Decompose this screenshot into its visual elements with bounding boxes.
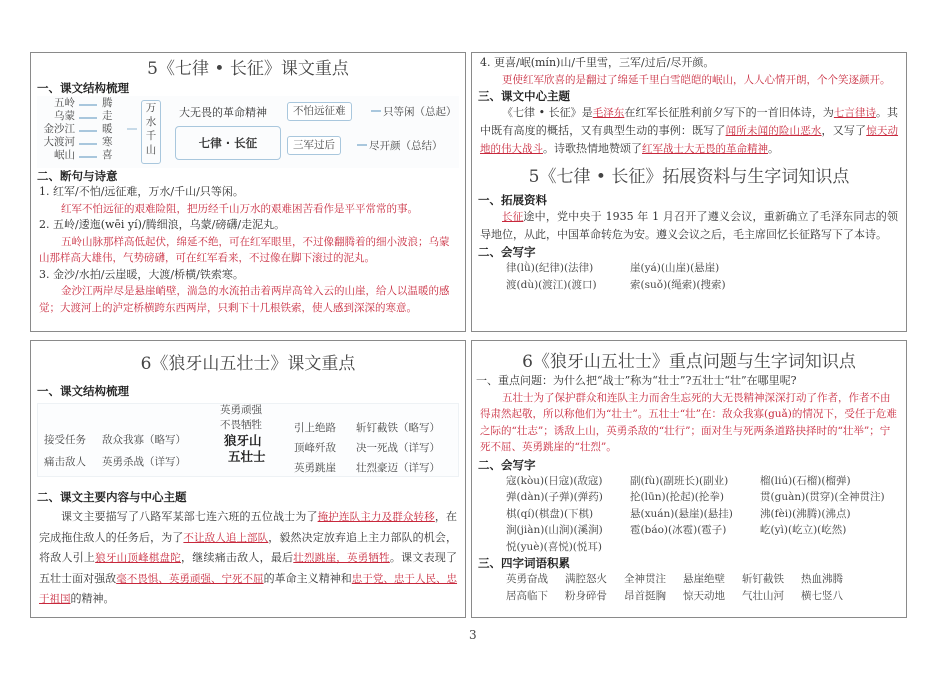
text: 的精神。 — [70, 592, 115, 605]
diagram-text: 决一死战（详写） — [356, 442, 440, 454]
idiom: 斩钉截铁 — [742, 573, 784, 585]
panel-langyashan-key-points — [30, 340, 466, 618]
page-number: 3 — [469, 628, 477, 642]
diagram-text: 接受任务 — [44, 434, 86, 446]
text: 《七律 • 长征》是 — [502, 106, 593, 119]
diagram-place: 金沙江 — [43, 123, 75, 135]
diagram-text: 只等闲（总起） — [383, 106, 457, 118]
poem-meaning: 金沙江两岸尽是悬崖峭壁，湍急的水流拍击着两岸高耸入云的山崖，给人以温暖的感觉；大渡河上的泸定桥横跨东西两岸，只剩下十几根铁索，使人感到深深的寒意。 — [39, 285, 450, 314]
key-phrase: 忠于党、忠于人民、忠于祖国 — [39, 572, 458, 605]
char-item: 寇(kòu)(日寇)(敌寇) — [506, 474, 603, 487]
idiom-row — [506, 588, 906, 605]
section-heading-content: 二、课文主要内容与中心主题 — [37, 490, 187, 504]
char-item: 贯(guàn)(贯穿)(全神贯注) — [760, 491, 885, 503]
panel-qilv-changzheng-continued — [471, 52, 907, 332]
idiom: 粉身碎骨 — [565, 590, 607, 602]
poem-line: 1. 红军/不怕/远征难，万水/千山/只等闲。 — [39, 185, 244, 198]
idiom-row — [506, 571, 906, 588]
poem-line: 3. 金沙/水拍/云崖暖，大渡/桥横/铁索寒。 — [39, 267, 244, 281]
section-heading-extension: 一、拓展资料 — [478, 193, 547, 207]
diagram-center: 五壮士 — [228, 449, 266, 464]
char-item: 渡(dù)(渡江)(渡口) — [506, 278, 597, 291]
section-heading-structure: 一、课文结构梳理 — [37, 81, 129, 95]
diagram-verb: 喜 — [102, 149, 113, 161]
diagram-place: 岷山 — [54, 149, 75, 161]
section-heading-write-chars: 二、会写字 — [478, 457, 536, 472]
idiom: 热血沸腾 — [801, 573, 843, 585]
section-heading-structure: 一、课文结构梳理 — [37, 384, 129, 398]
key-question: 一、重点问题：为什么把“战士”称为“壮士”?五壮士“壮”在哪里呢? — [476, 374, 797, 387]
text: 的革命主义精神和 — [263, 571, 352, 585]
idiom: 悬崖绝壁 — [683, 573, 725, 585]
text: 。诗歌热情地赞颂了 — [543, 142, 642, 155]
diagram-verb: 走 — [102, 110, 113, 122]
diagram-verb: 腾 — [102, 97, 113, 109]
diagram-text: 斩钉截铁（略写） — [356, 422, 440, 434]
spirit-label: 大无畏的革命精神 — [179, 106, 267, 119]
text: ，在完成拖住敌人的任务后，为了 — [39, 510, 458, 544]
char-row — [506, 522, 906, 539]
idiom: 惊天动地 — [683, 590, 725, 602]
char-item: 索(suǒ)(绳索)(搜索) — [630, 278, 726, 291]
key-phrase: 不让敌人追上部队 — [183, 531, 269, 544]
char-row — [506, 260, 906, 277]
diagram-text: 英勇跳崖 — [294, 462, 336, 474]
poem-meaning: 更使红军欣喜的是翻过了绵延千里白雪皑皑的岷山，人人心情开朗，个个笑逐颜开。 — [502, 73, 891, 86]
vertical-char: 万 — [145, 102, 157, 114]
key-phrase: 掩护连队主力及群众转移 — [317, 511, 435, 523]
key-phrase: 壮烈跳崖，英勇牺牲 — [293, 552, 390, 564]
char-item: 雹(báo)(冰雹)(雹子) — [630, 524, 727, 536]
char-item: 悬(xuán)(悬崖)(悬挂) — [630, 507, 733, 520]
poem-line: 2. 五岭/逶迤(wēi yí)/腾细浪，乌蒙/磅礴/走泥丸。 — [39, 218, 286, 231]
diagram-place: 五岭 — [54, 97, 75, 109]
connector-line — [79, 130, 97, 132]
char-item: 悦(yuè)(喜悦)(悦耳) — [506, 540, 602, 553]
panel-title: 5《七律 • 长征》拓展资料与生字词知识点 — [528, 167, 850, 187]
idiom: 居高临下 — [506, 590, 548, 602]
poem-line: 4. 更喜/岷(mín)山/千里雪，三军/过后/尽开颜。 — [480, 56, 715, 69]
char-item: 榴(liú)(石榴)(榴弹) — [760, 474, 851, 487]
key-phrase: 红军战士大无畏的革命精神 — [642, 143, 768, 155]
section-heading-sentences: 二、断句与诗意 — [37, 169, 118, 183]
idiom: 气壮山河 — [742, 590, 784, 602]
text: 。课文表现了五壮士面对强敌 — [39, 551, 458, 585]
char-row — [506, 277, 906, 294]
poem-meaning: 五岭山脉那样高低起伏，绵延不绝，可在红军眼里，不过像翻腾着的细小波浪；乌蒙山那样高大雄伟，气势磅礴，可在红军看来，不过像在脚下滚过的泥丸。 — [39, 235, 450, 264]
question-answer: 五壮士为了保护群众和连队主力而舍生忘死的大无畏精神深深打动了作者，作者不由得肃然起敬，所以称他们为“壮士”。五壮士“壮”在：敌众我寡(guǎ)的情况下，受任于危难之际的“壮志”；诱敌上山，英勇杀敌的“壮行”；面对生与死两条道路抉择时的“壮举”；宁死不屈、英勇跳崖的“壮烈”。 — [480, 391, 897, 453]
char-item: 屹(yì)(屹立)(屹然) — [760, 524, 847, 536]
text: 。其中既有高度的概括，又有典型生动的事例：既写了 — [480, 106, 899, 137]
text: ，继续痛击敌人，最后 — [181, 551, 294, 564]
idiom: 全神贯注 — [624, 573, 666, 585]
text: 。 — [768, 142, 779, 155]
text: ，毅然决定放弃追上主力部队的机会，将敌人引上 — [39, 530, 458, 564]
panel-title: 5《七律 • 长征》课文重点 — [147, 59, 349, 79]
diagram-text: 尽开颜（总结） — [369, 140, 443, 152]
connector-line — [79, 104, 97, 106]
text: ，又写了 — [821, 124, 867, 137]
panel-title: 6《狼牙山五壮士》重点问题与生字词知识点 — [522, 352, 856, 372]
char-row — [506, 473, 906, 490]
section-heading-write-chars: 二、会写字 — [478, 245, 536, 259]
vertical-char: 千 — [145, 130, 157, 142]
connector-line — [371, 110, 381, 112]
diagram-text: 不畏牺牲 — [220, 419, 262, 431]
diagram-text: 英勇顽强 — [220, 404, 262, 416]
structure-diagram — [37, 403, 459, 477]
diagram-text: 敌众我寡（略写） — [102, 434, 186, 446]
idiom: 横七竖八 — [801, 590, 843, 602]
vertical-box-wanshui-qianshan — [141, 100, 161, 164]
vertical-char: 山 — [145, 144, 157, 156]
char-item: 崖(yá)(山崖)(悬崖) — [630, 262, 720, 274]
diagram-text: 痛击敌人 — [44, 456, 86, 468]
key-phrase: 狼牙山顶峰棋盘陀 — [95, 552, 181, 564]
char-item: 涧(jiàn)(山涧)(溪涧) — [506, 524, 603, 536]
key-phrase: 闻所未闻的险山恶水 — [725, 125, 822, 137]
panel-langyashan-questions-and-vocab — [471, 340, 907, 618]
idiom: 英勇奋战 — [506, 573, 548, 585]
key-phrase: 惊天动地的伟大战斗 — [480, 125, 899, 155]
extension-paragraph — [472, 208, 906, 244]
diagram-center: 狼牙山 — [224, 433, 262, 448]
key-phrase: 长征 — [502, 211, 524, 223]
panel-title: 6《狼牙山五壮士》课文重点 — [140, 354, 356, 374]
text: 课文主要描写了八路军某部七连六班的五位战士为了 — [61, 510, 318, 523]
diagram-box: 不怕远征难 — [287, 102, 352, 121]
diagram-box: 三军过后 — [287, 136, 341, 155]
char-item: 弹(dàn)(子弹)(弹药) — [506, 491, 603, 503]
char-item: 抡(lūn)(抡起)(抡拳) — [630, 491, 724, 503]
char-row — [506, 506, 906, 523]
diagram-text: 英勇杀战（详写） — [102, 456, 186, 468]
char-item: 棋(qí)(棋盘)(下棋) — [506, 507, 594, 520]
main-title-box: 七律 · 长征 — [175, 126, 281, 160]
diagram-text: 引上绝路 — [294, 422, 336, 434]
connector-line — [79, 156, 97, 158]
idiom-list — [472, 571, 906, 605]
connector-line — [127, 128, 137, 130]
char-item: 副(fù)(副班长)(副业) — [630, 474, 729, 487]
key-phrase: 毛泽东 — [592, 107, 625, 119]
connector-line — [79, 117, 97, 119]
diagram-text: 顶峰歼敌 — [294, 442, 336, 454]
char-list — [472, 473, 906, 556]
char-item: 沸(fèi)(沸腾)(沸点) — [760, 507, 851, 520]
char-row — [506, 489, 906, 506]
text: 在红军长征胜利前夕写下的一首旧体诗，为 — [624, 106, 834, 119]
diagram-verb: 寒 — [102, 136, 113, 148]
section-heading-idioms: 三、四字词语积累 — [478, 556, 570, 570]
section-heading-theme: 三、课文中心主题 — [478, 89, 570, 103]
poem-meaning: 红军不怕远征的艰难险阻，把历经千山万水的艰难困苦看作是平平常常的事。 — [61, 202, 418, 215]
char-row — [506, 539, 906, 556]
connector-line — [357, 144, 367, 146]
char-item: 律(lǜ)(纪律)(法律) — [506, 262, 594, 274]
diagram-verb: 暖 — [102, 123, 113, 135]
diagram-place: 大渡河 — [43, 136, 75, 148]
diagram-place: 乌蒙 — [54, 110, 75, 122]
structure-diagram — [37, 96, 459, 168]
key-phrase: 毫不畏惧、英勇顽强、宁死不屈 — [116, 572, 264, 585]
idiom: 昂首挺胸 — [624, 590, 666, 602]
theme-paragraph — [472, 104, 906, 158]
char-list — [472, 260, 906, 293]
idiom: 满腔怒火 — [565, 573, 607, 585]
key-phrase: 七言律诗 — [833, 107, 877, 119]
diagram-text: 壮烈豪迈（详写） — [356, 462, 440, 474]
panel-qilv-changzheng-key-points — [30, 52, 466, 332]
text: 途中，党中央于 1935 年 1 月召开了遵义会议，重新确立了毛泽东同志的领导地位，从此，中国革命转危为安。遵义会议之后，毛主席回忆长征路写下了本诗。 — [480, 210, 899, 241]
content-paragraph — [31, 507, 465, 610]
connector-line — [79, 143, 97, 145]
vertical-char: 水 — [145, 116, 157, 128]
